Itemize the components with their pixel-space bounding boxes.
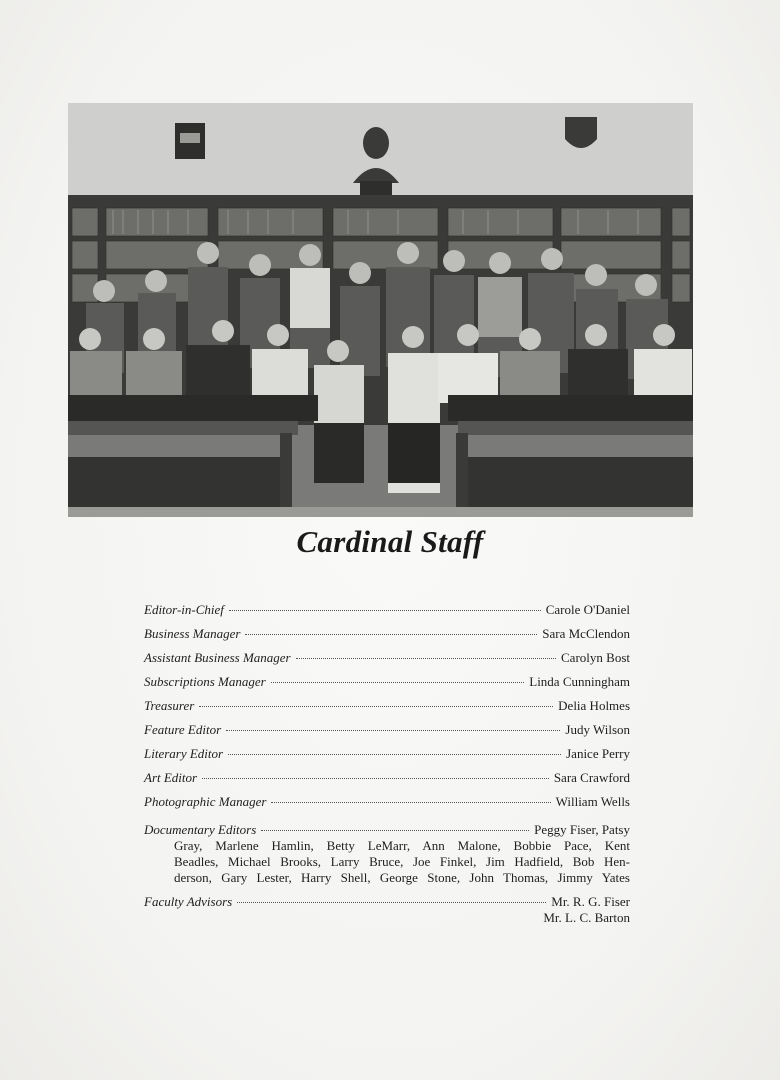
staff-name: Sara Crawford: [553, 770, 630, 785]
staff-role: Subscriptions Manager: [144, 674, 266, 689]
staff-role: Photographic Manager: [144, 794, 267, 809]
staff-role: Faculty Advisors: [144, 894, 233, 909]
leader-dots: [228, 754, 561, 755]
staff-name: Carolyn Bost: [561, 650, 630, 665]
staff-role: Assistant Business Manager: [144, 650, 291, 665]
leader-dots: [226, 730, 560, 731]
staff-row: [144, 894, 630, 910]
staff-role: Treasurer: [144, 698, 195, 713]
leader-dots: [229, 610, 541, 611]
leader-dots: [271, 802, 550, 803]
staff-name: Sara McClendon: [542, 626, 630, 641]
staff-group-photo: [68, 103, 693, 517]
page-title: Cardinal Staff: [296, 524, 484, 559]
staff-row: [144, 822, 630, 838]
staff-row: [144, 626, 630, 650]
staff-row: [144, 602, 630, 626]
faculty-advisors-entry: [144, 894, 630, 926]
names-line: Gray, Marlene Hamlin, Betty LeMarr, Ann Malone, Bobbie Pace, Kent: [174, 838, 630, 853]
leader-dots: [271, 682, 525, 683]
names-line: Beadles, Michael Brooks, Larry Bruce, Joe Finkel, Jim Hadfield, Bob Hen-: [174, 854, 630, 869]
staff-name: Delia Holmes: [558, 698, 630, 713]
staff-row: [144, 674, 630, 698]
leader-dots: [245, 634, 537, 635]
staff-list: [144, 602, 630, 926]
staff-role: Feature Editor: [144, 722, 222, 737]
leader-dots: [202, 778, 549, 779]
documentary-editors-names: [174, 838, 630, 886]
staff-row: [144, 770, 630, 794]
staff-name: Judy Wilson: [565, 722, 630, 737]
staff-role: Editor-in-Chief: [144, 602, 224, 617]
staff-role: Art Editor: [144, 770, 198, 785]
names-line: derson, Gary Lester, Harry Shell, George Stone, John Thomas, Jimmy Yates: [174, 870, 630, 885]
leader-dots: [237, 902, 546, 903]
staff-row: [144, 794, 630, 818]
documentary-editors-entry: [144, 822, 630, 886]
leader-dots: [261, 830, 529, 831]
staff-name: William Wells: [555, 794, 630, 809]
staff-name: Janice Perry: [566, 746, 630, 761]
staff-row: [144, 722, 630, 746]
group-photo-illustration: [68, 103, 693, 517]
staff-name: Mr. R. G. Fiser: [551, 894, 630, 909]
staff-name-second: Mr. L. C. Barton: [543, 910, 630, 925]
staff-role: Documentary Editors: [144, 822, 257, 837]
staff-name: Carole O'Daniel: [545, 602, 630, 617]
staff-role: Business Manager: [144, 626, 241, 641]
staff-name: Peggy Fiser, Patsy: [534, 822, 630, 837]
staff-row: [144, 698, 630, 722]
staff-role: Literary Editor: [144, 746, 224, 761]
staff-name: Linda Cunningham: [529, 674, 630, 689]
leader-dots: [199, 706, 553, 707]
staff-row: [144, 746, 630, 770]
staff-row: [144, 650, 630, 674]
leader-dots: [296, 658, 556, 659]
